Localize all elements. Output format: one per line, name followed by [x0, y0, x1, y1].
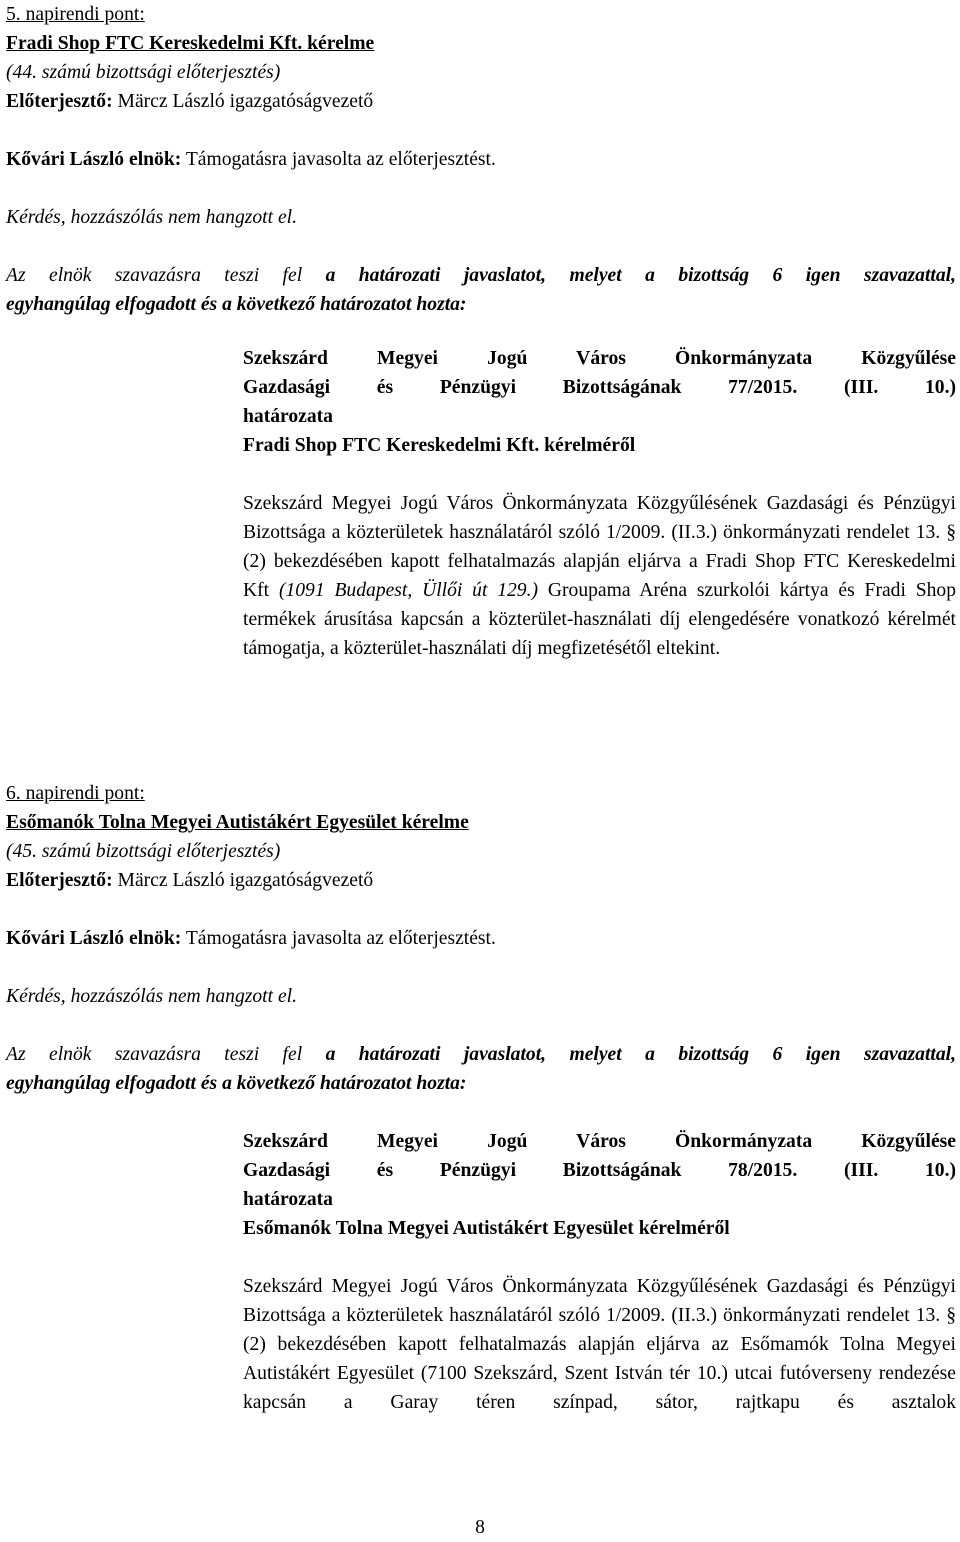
vote-line-1a: Az elnök szavazásra teszi fel [6, 265, 303, 286]
resolution-block [243, 344, 956, 663]
chair-text: Támogatásra javasolta az előterjesztést. [185, 928, 496, 949]
chair-label: Kővári László elnök: [6, 928, 182, 949]
chair-text: Támogatásra javasolta az előterjesztést. [185, 149, 496, 170]
chair-line [6, 145, 956, 174]
vote-line-1a: Az elnök szavazásra teszi fel [6, 1044, 303, 1065]
vote-line-1b: a határozati javaslatot, melyet a bizottság 6 igen szavazattal, [325, 1044, 956, 1065]
agenda-item-title: Fradi Shop FTC Kereskedelmi Kft. kérelme [6, 33, 375, 54]
resolution-title-line2: Gazdasági és Pénzügyi Bizottságának 77/2015. (III. 10.) [243, 377, 956, 398]
proposal-number: (44. számú bizottsági előterjesztés) [6, 62, 281, 83]
vote-line-1 [6, 1040, 956, 1069]
questions-line: Kérdés, hozzászólás nem hangzott el. [6, 207, 298, 228]
page-number: 8 [475, 1517, 485, 1538]
resolution-title-line2: Gazdasági és Pénzügyi Bizottságának 78/2015. (III. 10.) [243, 1160, 956, 1181]
resolution-body-address: (1091 Budapest, Üllői út 129.) [278, 580, 539, 601]
agenda-item-label: 6. napirendi pont: [6, 783, 145, 804]
resolution-subject: Fradi Shop FTC Kereskedelmi Kft. kérelméről [243, 435, 636, 456]
presenter-label: Előterjesztő: [6, 91, 113, 112]
agenda-item-title: Esőmanók Tolna Megyei Autistákért Egyesület kérelme [6, 812, 469, 833]
agenda-item-6 [6, 779, 956, 1413]
presenter-label: Előterjesztő: [6, 870, 113, 891]
resolution-body-part2: Groupama Aréna szurkolói kártya és Fradi Shop termékek árusítása kapcsán a közterület-használati díj elengedésére vonatkozó kérelmét támogatja, a közterület-használati díj megfizetésétől eltekint. [243, 580, 956, 659]
presenter-name: Märcz László igazgatóságvezető [117, 91, 374, 112]
questions-line: Kérdés, hozzászólás nem hangzott el. [6, 986, 298, 1007]
chair-label: Kővári László elnök: [6, 149, 182, 170]
resolution-title-line3: határozata [243, 1189, 333, 1210]
agenda-item-label: 5. napirendi pont: [6, 4, 145, 25]
resolution-title-line1: Szekszárd Megyei Jogú Város Önkormányzata Közgyűlése [243, 348, 956, 369]
vote-line-1b: a határozati javaslatot, melyet a bizottság 6 igen szavazattal, [325, 265, 956, 286]
resolution-title-line1: Szekszárd Megyei Jogú Város Önkormányzata Közgyűlése [243, 1131, 956, 1152]
resolution-body-part1: Szekszárd Megyei Jogú Város Önkormányzata Közgyűlésének Gazdasági és Pénzügyi Bizottsága a közterületek használatáról szóló 1/2009. (II.3.) önkormányzati rendelet 13. § (2) bekezdésében kapott felhatalmazás alapján eljárva a Fradi Shop FTC Kereskedelmi Kft [243, 493, 956, 601]
presenter-name: Märcz László igazgatóságvezető [117, 870, 374, 891]
resolution-body: Szekszárd Megyei Jogú Város Önkormányzata Közgyűlésének Gazdasági és Pénzügyi Bizottsága a közterületek használatáról szóló 1/2009. (II.3.) önkormányzati rendelet 13. § (2) bekezdésében kapott felhatalmazás alapján eljárva az Esőmamók Tolna Megyei Autistákért Egyesület (7100 Szekszárd, Szent István tér 10.) utcai futóverseny rendezése kapcsán a Garay téren színpad, sátor, rajtkapu és asztalok [243, 1276, 956, 1413]
presenter-line [6, 866, 956, 895]
vote-line-2: egyhangúlag elfogadott és a következő határozatot hozta: [6, 294, 467, 315]
chair-line [6, 924, 956, 953]
presenter-line [6, 87, 956, 116]
resolution-subject: Esőmanók Tolna Megyei Autistákért Egyesület kérelméről [243, 1218, 730, 1239]
proposal-number: (45. számú bizottsági előterjesztés) [6, 841, 281, 862]
resolution-title-line3: határozata [243, 406, 333, 427]
agenda-item-5 [6, 0, 956, 659]
vote-line-1 [6, 261, 956, 290]
resolution-block [243, 1127, 956, 1417]
vote-line-2: egyhangúlag elfogadott és a következő határozatot hozta: [6, 1073, 467, 1094]
resolution-body [243, 489, 956, 663]
